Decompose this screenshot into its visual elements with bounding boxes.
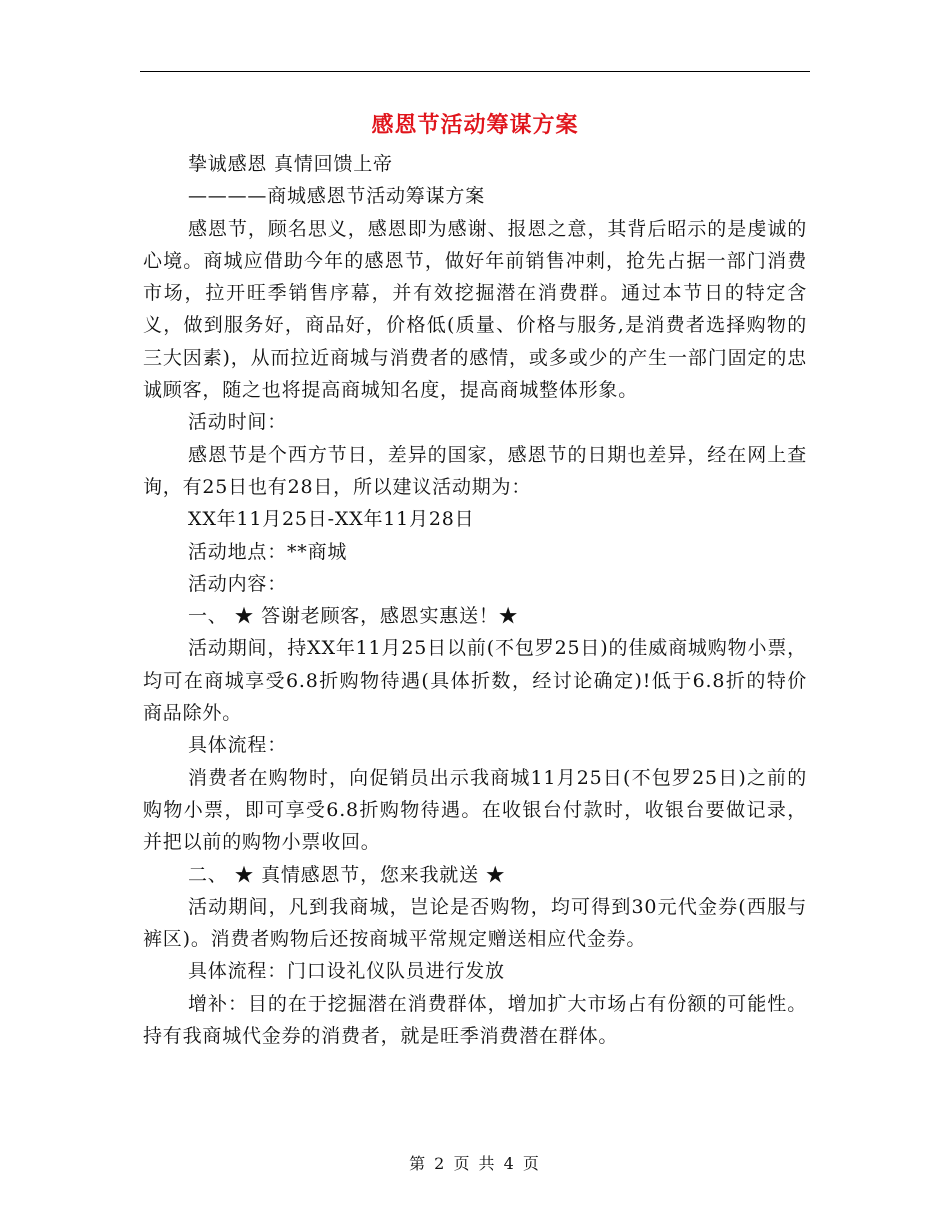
paragraph-process-two: 具体流程：门口设礼仪队员进行发放 [188,960,505,983]
paragraph-intro: 感恩节，顾名思义，感恩即为感谢、报恩之意，其背后昭示的是虔诚的心境。商城应借助今年的感恩节，做好年前销售冲刺，抢先占据一部门消费市场，拉开旺季销售序幕，并有效挖掘潜在消费群。通过本节日的特定含义，做到服务好，商品好，价格低(质量、价格与服务,是消费者选择购物的三大因素)，从而拉近商城与消费者的感情，或多或少的产生一部门固定的忠诚顾客，随之也将提高商城知名度，提高商城整体形象。 [143,217,807,402]
document-body [143,148,807,1052]
paragraph-process-heading: 具体流程： [188,734,288,757]
paragraph-slogan: 挚诚感恩 真情回馈上帝 [188,153,393,175]
paragraph-supplement: 增补：目的在于挖掘潜在消费群体，增加扩大市场占有份额的可能性。持有我商城代金券的消费者，就是旺季消费潜在群体。 [143,992,807,1048]
paragraph-process-detail: 消费者在购物时，向促销员出示我商城11月25日(不包罗25日)之前的购物小票，即可享受6.8折购物待遇。在收银台付款时，收银台要做记录，并把以前的购物小票收回。 [143,766,807,854]
paragraph-section-one-detail: 活动期间，持XX年11月25日以前(不包罗25日)的佳威商城购物小票，均可在商城享受6.8折购物待遇(具体折数，经讨论确定)!低于6.8折的特价商品除外。 [143,637,807,725]
paragraph-date-range: XX年11月25日-XX年11月28日 [188,508,475,531]
paragraph-subtitle: ————商城感恩节活动筹谋方案 [188,185,486,208]
header-rule [140,71,810,72]
paragraph-section-one: 一、 ★ 答谢老顾客，感恩实惠送！★ [188,605,519,628]
paragraph-time-detail: 感恩节是个西方节日，差异的国家，感恩节的日期也差异，经在网上查询，有25日也有28日，所以建议活动期为： [143,443,807,498]
paragraph-time-heading: 活动时间： [188,411,288,434]
document-title: 感恩节活动筹谋方案 [371,112,579,138]
paragraph-location: 活动地点：**商城 [188,540,348,563]
paragraph-section-two: 二、 ★ 真情感恩节，您来我就送 ★ [188,863,506,886]
page-number-footer: 第 2 页 共 4 页 [409,1154,541,1173]
paragraph-section-two-detail: 活动期间，凡到我商城，岂论是否购物，均可得到30元代金券(西服与裤区)。消费者购物后还按商城平常规定赠送相应代金券。 [143,895,807,951]
paragraph-content-heading: 活动内容： [188,572,288,595]
